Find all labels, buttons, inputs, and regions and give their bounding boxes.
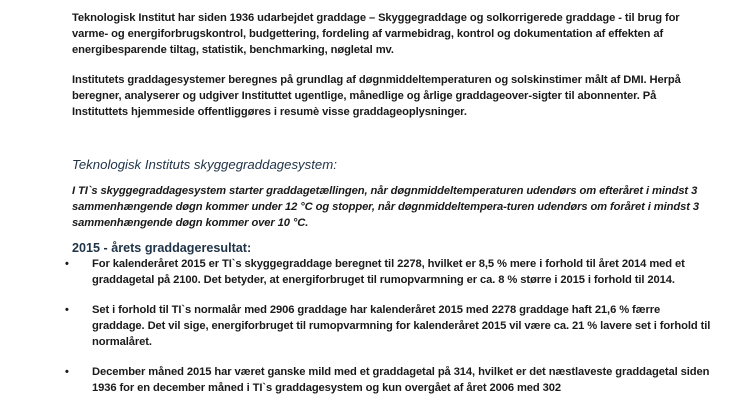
bullet-text: December måned 2015 har været ganske mild med et graddagetal på 314, hvilket er det næstlaveste graddagetal siden 1936 for en december måned i TI`s graddagesystem og kun overgået af året 2006 med 302 (92, 366, 710, 394)
bullet-icon: • (65, 366, 69, 378)
results-heading: 2015 - årets graddageresultat: (72, 241, 252, 255)
bullet-icon: • (65, 304, 69, 316)
list-item (65, 364, 712, 396)
list-item (65, 256, 712, 288)
section-description: I TI`s skyggegraddagesystem starter graddagetællingen, når døgnmiddeltemperaturen udendørs om efteråret i mindst 3 sammenhængende døgn kommer under 12 °C og stopper, når døgnmiddeltempera-turen udendørs om foråret i mindst 3 sammenhængende døgn kommer over 10 °C. (72, 185, 700, 229)
document-page (65, 10, 712, 396)
results-bullet-list (65, 256, 712, 396)
bullet-text: Set i forhold til TI`s normalår med 2906 graddage har kalenderåret 2015 med 2278 graddage haft 21,6 % færre graddage. Det vil sige, energiforbruget til rumopvarmning for kalenderåret 2015 vil være ca. 21 % lavere set i forhold til normalåret. (92, 304, 711, 348)
intro-paragraph-1: Teknologisk Institut har siden 1936 udarbejdet graddage – Skyggegraddage og solkorrigerede graddage - til brug for varme- og energiforbrugskontrol, budgettering, fordeling af varmebidrag, kontrol og dokumentation af effekten af energibesparende tiltag, statistik, benchmarking, nøgletal mv. (72, 12, 680, 56)
section-title: Teknologisk Instituts skyggegraddagesystem: (72, 157, 337, 172)
intro-paragraph-2: Institutets graddagesystemer beregnes på grundlag af døgnmiddeltemperaturen og solskinstimer målt af DMI. Herpå beregner, analyserer og udgiver Instituttet ugentlige, månedlige og årlige graddageover-sigter til abonnenter. På Instituttets hjemmeside offentliggøres i resumè visse graddageoplysninger. (72, 74, 681, 118)
bullet-icon: • (65, 258, 69, 270)
bullet-text: For kalenderåret 2015 er TI`s skyggegraddage beregnet til 2278, hvilket er 8,5 % mere i forhold til året 2014 med et graddagetal på 2100. Det betyder, at energiforbruget til rumopvarmning er ca. 8 % større i 2015 i forhold til 2014. (92, 258, 685, 286)
list-item (65, 302, 712, 350)
